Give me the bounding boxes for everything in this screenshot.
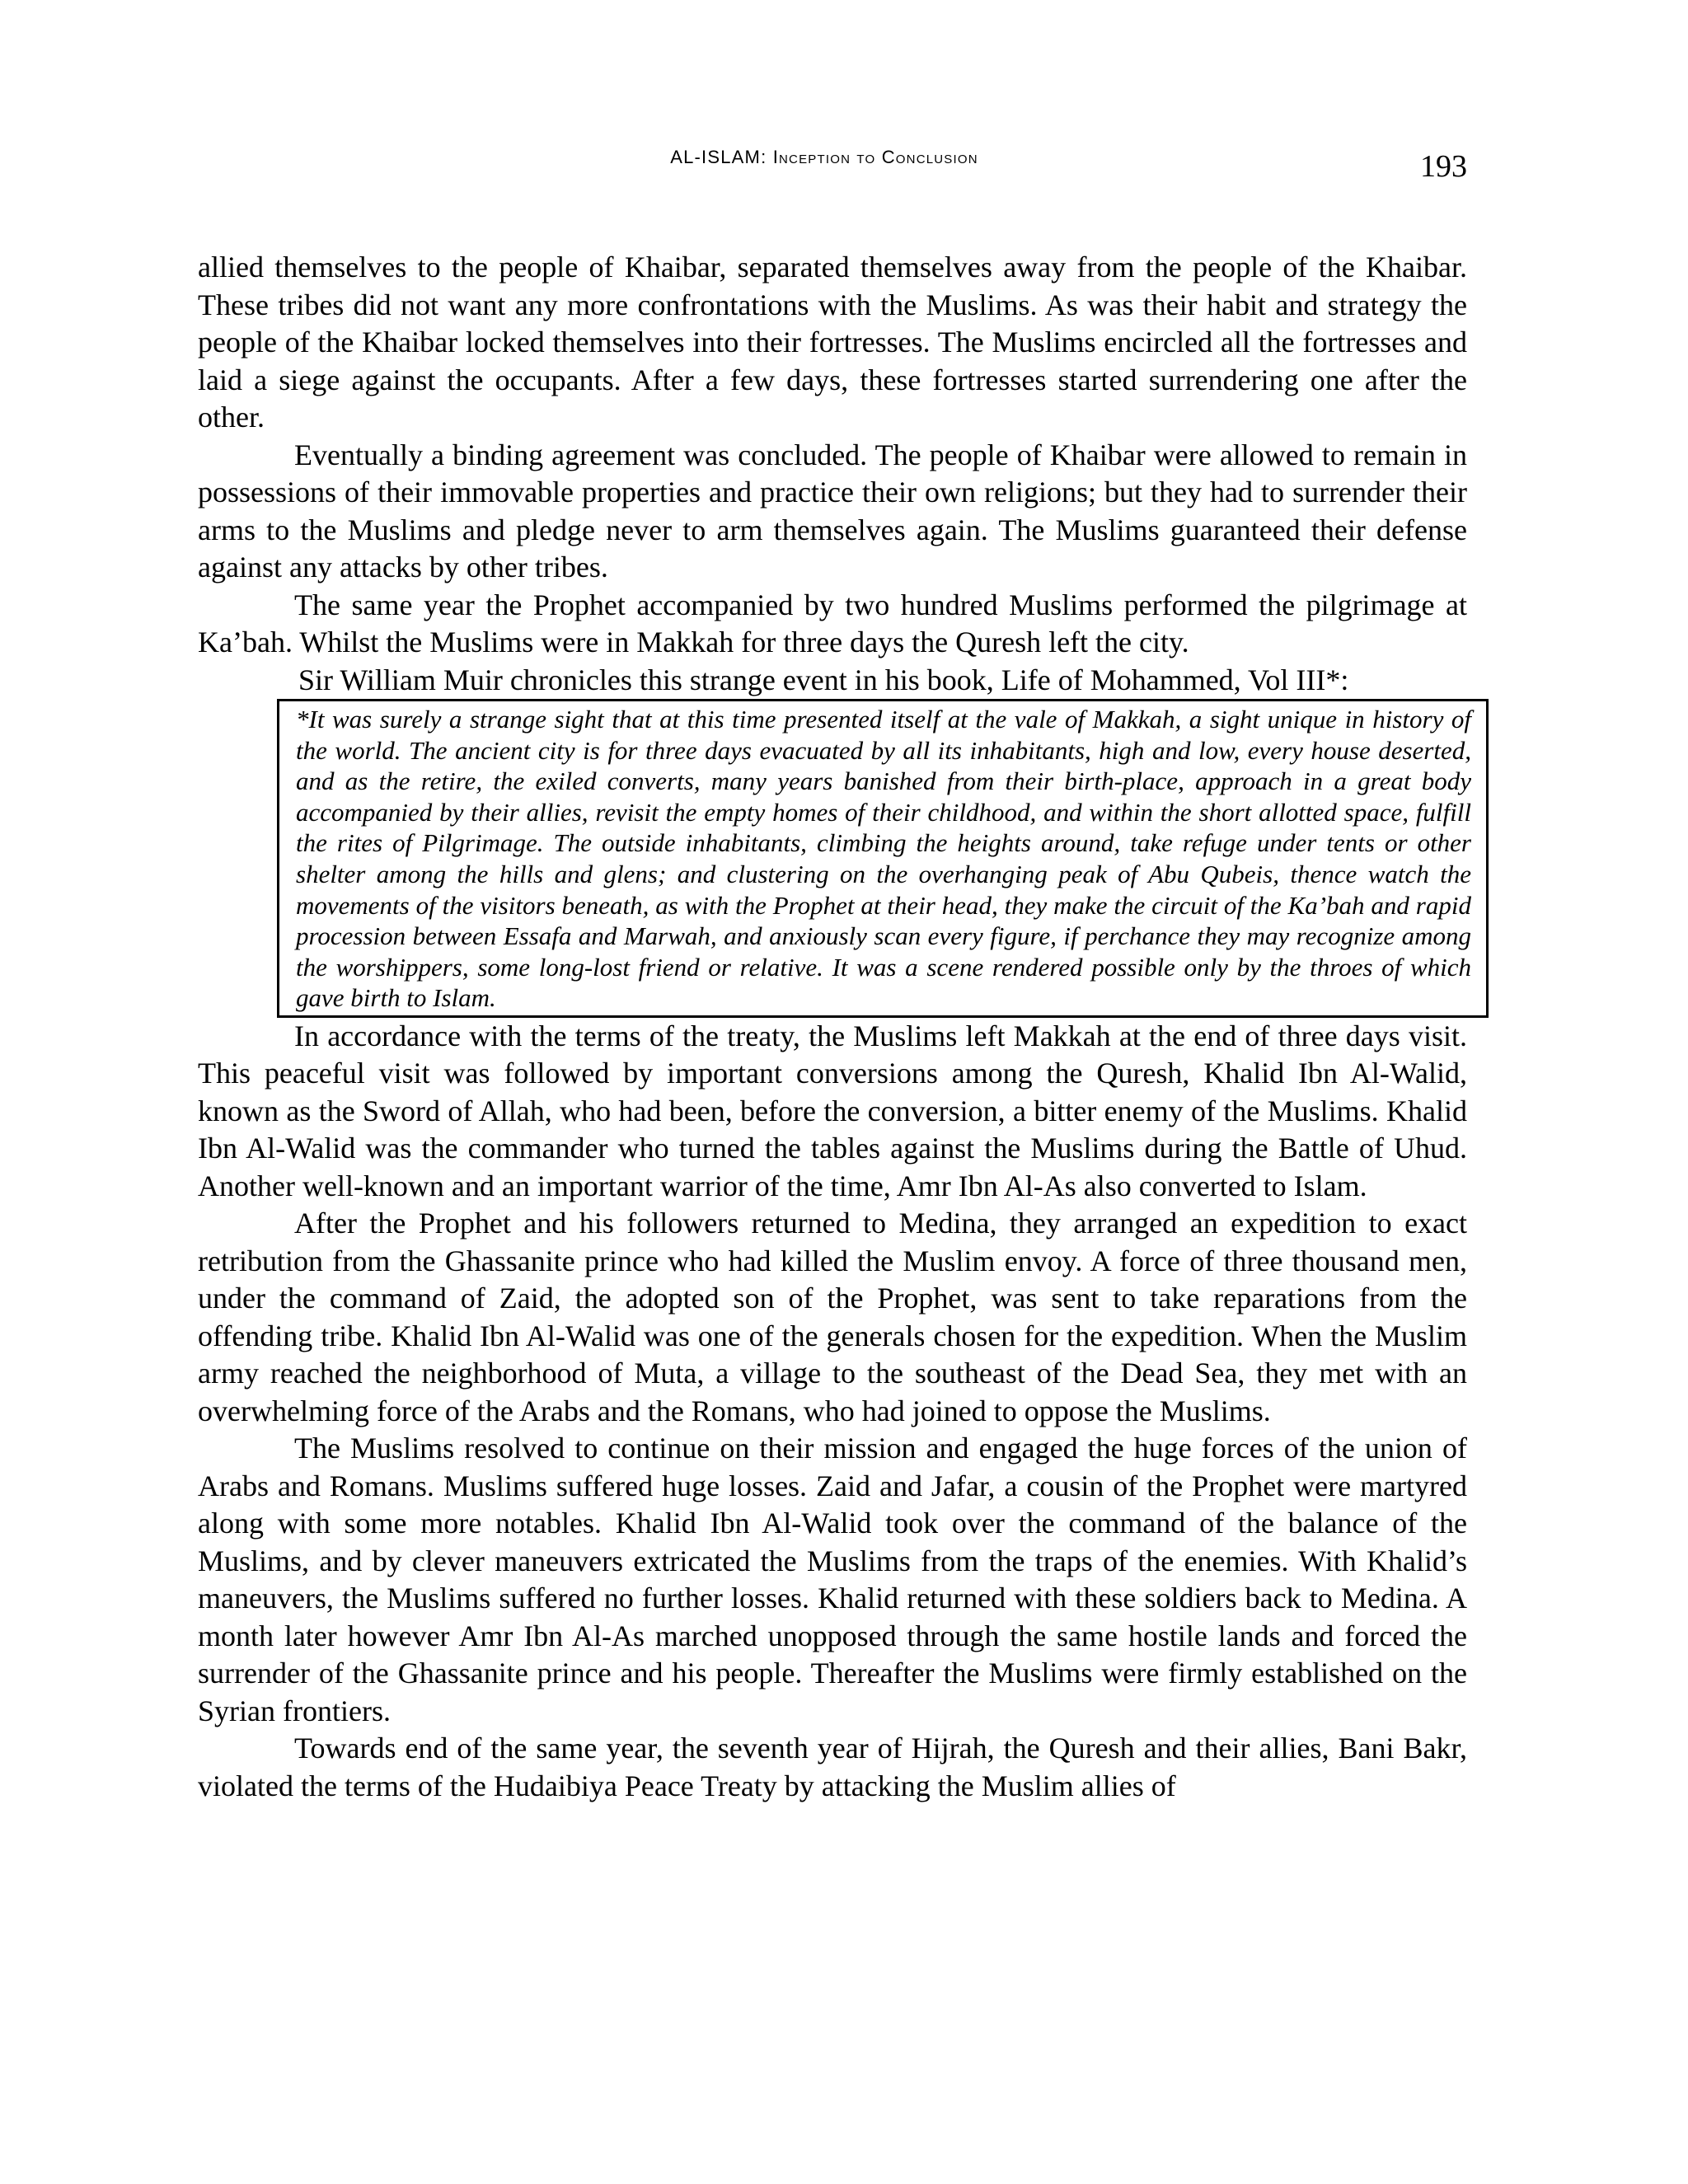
quote-intro: Sir William Muir chronicles this strange event in his book, Life of Mohammed, Vol III*: — [298, 663, 1349, 696]
page-number: 193 — [1420, 149, 1467, 184]
paragraph: The Muslims resolved to continue on their mission and engaged the huge forces of the union of Arabs and Romans. Muslims suffered huge losses. Zaid and Jafar, a cousin of the Prophet were martyred along with some more notables. Khalid Ibn Al-Walid took over the command of the balance of the Muslims, and by clever maneuvers extricated the Muslims from the traps of the enemies. With Khalid’s maneuvers, the Muslims suffered no further losses. Khalid returned with these soldiers back to Medina. A month later however Amr Ibn Al-As marched unopposed through the same hostile lands and forced the surrender of the Ghassanite prince and his people. Thereafter the Muslims were firmly established on the Syrian frontiers. — [198, 1432, 1467, 1727]
paragraph: After the Prophet and his followers returned to Medina, they arranged an expedition to exact retribution from the Ghassanite prince who had killed the Muslim envoy. A force of three thousand men, under the command of Zaid, the adopted son of the Prophet, was sent to take reparations from the offending tribe. Khalid Ibn Al-Walid was one of the generals chosen for the expedition. When the Muslim army reached the neighborhood of Muta, a village to the southeast of the Dead Sea, they met with an overwhelming force of the Arabs and the Romans, who had joined to oppose the Muslims. — [198, 1207, 1467, 1427]
paragraph: Towards end of the same year, the seventh year of Hijrah, the Quresh and their allies, Bani Bakr, violated the terms of the Hudaibiya Peace Treaty by attacking the Muslim allies of — [198, 1732, 1467, 1802]
paragraph: allied themselves to the people of Khaibar, separated themselves away from the people of the Khaibar. These tribes did not want any more confrontations with the Muslims. As was their habit and strategy the people of the Khaibar locked themselves into their fortresses. The Muslims encircled all the fortresses and laid a siege against the occupants. After a few days, these fortresses started surrendering one after the other. — [198, 251, 1467, 434]
paragraph: Eventually a binding agreement was concluded. The people of Khaibar were allowed to remain in possessions of their immovable properties and practice their own religions; but they had to surrender their arms to the Muslims and pledge never to arm themselves again. The Muslims guaranteed their defense against any attacks by other tribes. — [198, 438, 1467, 583]
block-quote: *It was surely a strange sight that at this time presented itself at the vale of Makkah, a sight unique in history of the world. The ancient city is for three days evacuated by all its inhabitants, high and low, every house deserted, and as the retire, the exiled converts, many years banished from their birth-place, approach in a great body accompanied by their allies, revisit the empty homes of their childhood, and within the short allotted space, fulfill the rites of Pilgrimage. The outside inhabitants, climbing the heights around, take refuge under tents or other shelter among the hills and glens; and clustering on the overhanging peak of Abu Qubeis, thence watch the movements of the visitors beneath, as with the Prophet at their head, they make the circuit of the Ka’bah and rapid procession between Essafa and Marwah, and anxiously scan every figure, if perchance they may recognize among the worshippers, some long-lost friend or relative. It was a scene rendered possible only by the throes of which gave birth to Islam. — [277, 699, 1489, 1018]
body-text — [198, 249, 1471, 1805]
paragraph: In accordance with the terms of the treaty, the Muslims left Makkah at the end of three days visit. This peaceful visit was followed by important conversions among the Quresh, Khalid Ibn Al-Walid, known as the Sword of Allah, who had been, before the conversion, a bitter enemy of the Muslims. Khalid Ibn Al-Walid was the commander who turned the tables against the Muslims during the Battle of Uhud. Another well-known and an important warrior of the time, Amr Ibn Al-As also converted to Islam. — [198, 1019, 1467, 1202]
running-header: AL-ISLAM: Inception to Conclusion — [670, 147, 978, 167]
paragraph: The same year the Prophet accompanied by two hundred Muslims performed the pilgrimage at Ka’bah. Whilst the Muslims were in Makkah for three days the Quresh left the city. — [198, 588, 1467, 658]
